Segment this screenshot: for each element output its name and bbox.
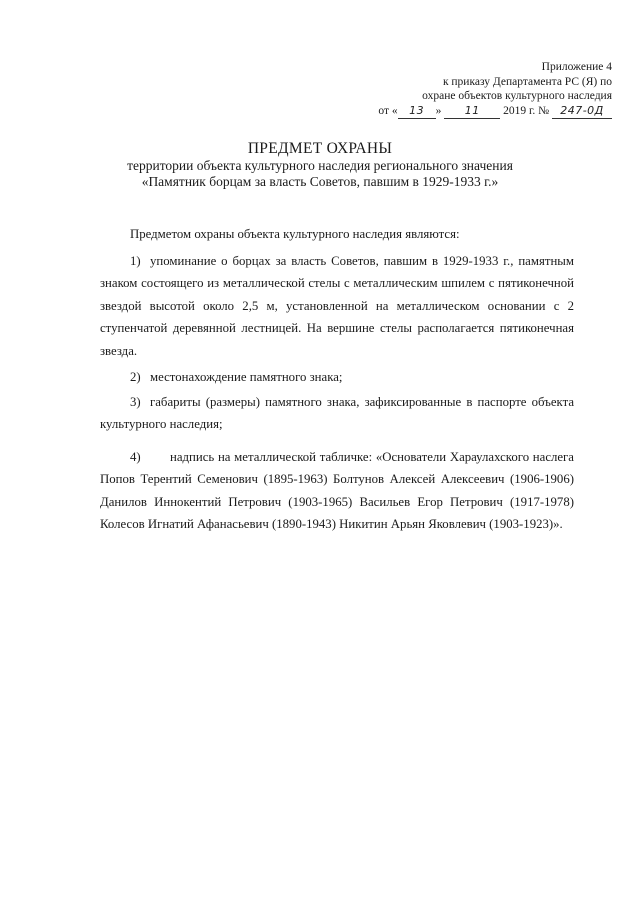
list-item — [100, 366, 574, 389]
title-subtitle-2: «Памятник борцам за власть Советов, павшим в 1929-1933 г.» — [141, 173, 499, 189]
intro-paragraph: Предметом охраны объекта культурного наследия являются: — [130, 227, 460, 241]
item-number: 2) — [130, 370, 141, 384]
document-body — [100, 223, 574, 536]
list-item — [100, 446, 574, 536]
spacer — [100, 436, 574, 446]
order-month: 11 — [444, 104, 500, 120]
document-title — [0, 140, 640, 189]
order-reference: к приказу Департамента РС (Я) по — [442, 75, 612, 88]
item-text: местонахождение памятного знака; — [150, 370, 343, 384]
item-text: надпись на металлической табличке: «Основатели Хараулахского наслега Попов Терентий Семенович (1895-1963) Болтунов Алексей Алексеевич (1906-1906) Данилов Иннокентий Петрович (1903-1965) Васильев Егор Петрович (1917-1978) Колесов Игнатий Афанасьевич (1890-1943) Никитин Арьян Яковлевич (1903-1923)». — [100, 449, 574, 531]
date-prefix: от « — [378, 104, 398, 117]
item-text: габариты (размеры) памятного знака, зафиксированные в паспорте объекта культурного наследия; — [100, 394, 574, 431]
appendix-header — [378, 60, 612, 119]
item-text: упоминание о борцах за власть Советов, павшим в 1929-1933 г., памятным знаком состоящего из металлической стелы с металлическим шпилем с пятиконечной звездой высотой около 2,5 м, установленной на металлическом основании с 2 ступенчатой деревянной лестницей. На вершине стелы располагается пятиконечная звезда. — [100, 253, 574, 358]
item-number: 4) — [130, 449, 141, 464]
title-subtitle-1: территории объекта культурного наследия регионального значения — [127, 158, 513, 173]
department-name: охране объектов культурного наследия — [422, 90, 612, 102]
list-item — [100, 250, 574, 363]
list-item — [100, 391, 574, 436]
order-date-line — [378, 104, 612, 120]
date-mid: » — [435, 104, 442, 117]
item-number: 1) — [130, 253, 141, 268]
item-number: 3) — [130, 394, 141, 409]
order-number: 247-0Д — [552, 104, 612, 120]
title-heading: ПРЕДМЕТ ОХРАНЫ — [247, 140, 393, 157]
order-day: 13 — [398, 104, 436, 120]
order-year: 2019 г. № — [503, 104, 550, 117]
appendix-label: Приложение 4 — [541, 61, 612, 73]
